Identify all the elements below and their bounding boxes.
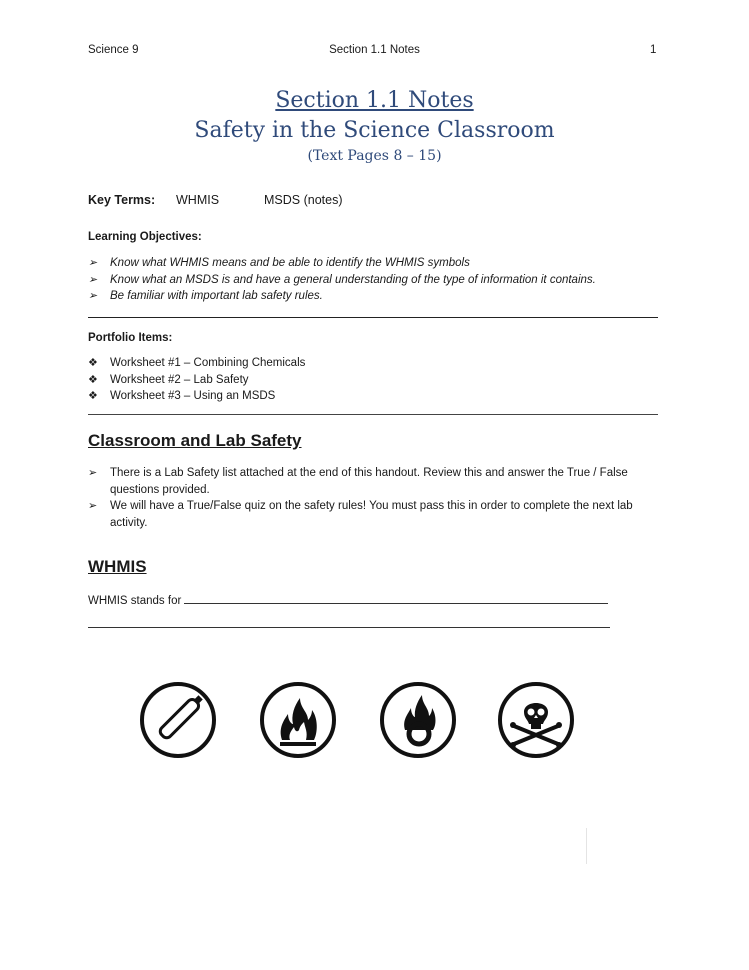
list-item: ➢ Know what an MSDS is and have a general understanding of the type of information it contains. bbox=[88, 272, 596, 289]
diamond-bullet-icon: ❖ bbox=[88, 390, 98, 402]
fill-in-blank-line[interactable] bbox=[88, 627, 610, 628]
text-pages: (Text Pages 8 – 15) bbox=[307, 148, 442, 164]
list-item: ➢ Know what WHMIS means and be able to identify the WHMIS symbols bbox=[88, 255, 596, 272]
whmis-stands-for: WHMIS stands for bbox=[88, 592, 608, 607]
scan-artifact bbox=[586, 828, 587, 864]
list-item: ➢ There is a Lab Safety list attached at the end of this handout. Review this and answer the True / False questions provided. bbox=[88, 467, 628, 496]
page-title: Section 1.1 Notes bbox=[275, 88, 474, 113]
fill-in-blank[interactable] bbox=[184, 592, 608, 604]
list-item: ❖ Worksheet #2 – Lab Safety bbox=[88, 372, 305, 389]
compressed-gas-icon bbox=[138, 680, 218, 760]
portfolio-heading: Portfolio Items: bbox=[88, 332, 173, 344]
page-subtitle: Safety in the Science Classroom bbox=[194, 118, 555, 143]
list-item: ❖ Worksheet #3 – Using an MSDS bbox=[88, 388, 305, 405]
lab-safety-heading: Classroom and Lab Safety bbox=[88, 431, 302, 450]
page-number: 1 bbox=[650, 44, 657, 56]
flammable-icon bbox=[258, 680, 338, 760]
header-left: Science 9 bbox=[88, 44, 139, 56]
oxidizing-icon bbox=[378, 680, 458, 760]
list-item: ➢ Be familiar with important lab safety rules. bbox=[88, 288, 596, 305]
arrow-bullet-icon: ➢ bbox=[88, 257, 98, 269]
key-term-whmis: WHMIS bbox=[176, 193, 220, 207]
objectives-list bbox=[88, 255, 596, 305]
diamond-bullet-icon: ❖ bbox=[88, 373, 98, 386]
divider bbox=[88, 317, 658, 318]
arrow-bullet-icon: ➢ bbox=[88, 467, 98, 479]
list-item: ➢ We will have a True/False quiz on the safety rules! You must pass this in order to complete the next lab activity. bbox=[88, 500, 633, 529]
key-term-msds: MSDS (notes) bbox=[264, 193, 343, 207]
key-terms-label: Key Terms: bbox=[88, 193, 156, 207]
arrow-bullet-icon: ➢ bbox=[88, 290, 98, 302]
whmis-heading: WHMIS bbox=[88, 557, 147, 576]
diamond-bullet-icon: ❖ bbox=[88, 357, 98, 369]
list-item: ❖ Worksheet #1 – Combining Chemicals bbox=[88, 355, 305, 372]
arrow-bullet-icon: ➢ bbox=[88, 500, 98, 512]
divider bbox=[88, 414, 658, 415]
arrow-bullet-icon: ➢ bbox=[88, 273, 98, 286]
learning-objectives-heading: Learning Objectives: bbox=[88, 231, 202, 243]
lab-safety-list bbox=[88, 465, 658, 531]
header-center: Section 1.1 Notes bbox=[329, 44, 420, 56]
portfolio-list bbox=[88, 355, 305, 405]
poison-icon bbox=[496, 680, 576, 760]
